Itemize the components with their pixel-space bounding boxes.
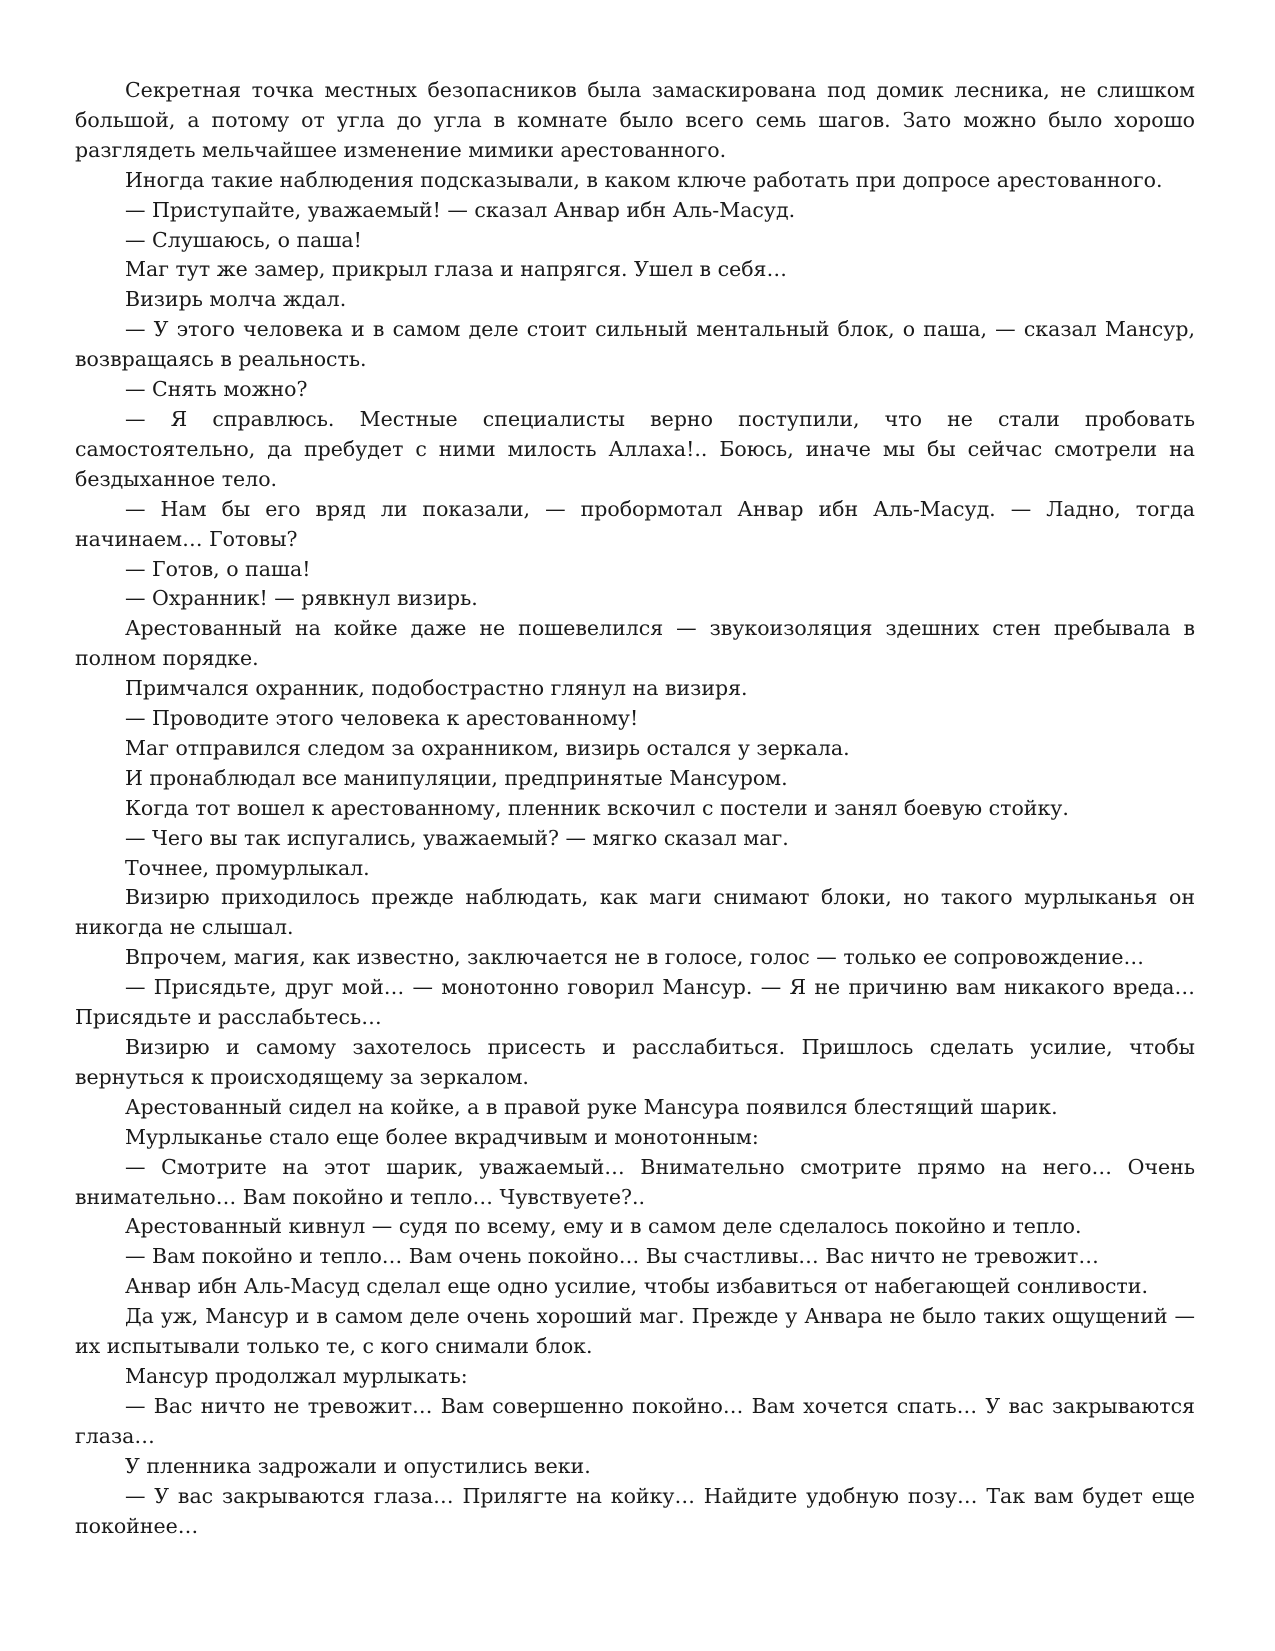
paragraph: — Чего вы так испугались, уважаемый? — мягко сказал маг. — [125, 825, 789, 850]
paragraph: — Я справлюсь. Местные специалисты верно поступили, что не стали пробовать самостоятельно, да пребудет с ними милость Аллаха!.. Боюсь, иначе мы бы сейчас смотрели на бездыханное тело. — [75, 406, 1195, 491]
paragraph: И пронаблюдал все манипуляции, предпринятые Мансуром. — [125, 765, 788, 790]
paragraph: — У этого человека и в самом деле стоит сильный ментальный блок, о паша, — сказал Мансур, возвращаясь в реальность. — [75, 317, 1195, 372]
paragraph: Секретная точка местных безопасников была замаскирована под домик лесника, не слишком большой, а потому от угла до угла в комнате было всего семь шагов. Зато можно было хорошо разглядеть мельчайшее изменение мимики арестованного. — [75, 78, 1195, 162]
paragraph: Визирь молча ждал. — [125, 287, 347, 312]
paragraph: — Присядьте, друг мой… — монотонно говорил Мансур. — Я не причиню вам никакого вреда… Присядьте и расслабьтесь… — [75, 975, 1195, 1030]
paragraph: Арестованный кивнул — судя по всему, ему и в самом деле сделалось покойно и тепло. — [125, 1214, 1082, 1239]
paragraph: Анвар ибн Аль-Масуд сделал еще одно усилие, чтобы избавиться от набегающей сонливости. — [125, 1274, 1148, 1299]
paragraph: Когда тот вошел к арестованному, пленник вскочил с постели и занял боевую стойку. — [125, 795, 1069, 820]
paragraph: Визирю и самому захотелось присесть и расслабиться. Пришлось сделать усилие, чтобы вернуться к происходящему за зеркалом. — [75, 1035, 1195, 1089]
paragraph: Арестованный на койке даже не пошевелился — звукоизоляция здешних стен пребывала в полном порядке. — [75, 616, 1195, 671]
paragraph: Маг отправился следом за охранником, визирь остался у зеркала. — [125, 735, 850, 760]
paragraph: Мурлыканье стало еще более вкрадчивым и монотонным: — [125, 1124, 759, 1149]
document-page — [75, 76, 1195, 1541]
paragraph: — Вас ничто не тревожит… Вам совершенно покойно… Вам хочется спать… У вас закрываются глаза… — [75, 1393, 1195, 1448]
paragraph: Арестованный сидел на койке, а в правой руке Мансура появился блестящий шарик. — [125, 1094, 1058, 1119]
paragraph: Примчался охранник, подобострастно глянул на визиря. — [125, 676, 748, 701]
paragraph: — Охранник! — рявкнул визирь. — [125, 586, 478, 611]
paragraph: Впрочем, магия, как известно, заключается не в голосе, голос — только ее сопровождение… — [125, 945, 1145, 970]
paragraph: Точнее, промурлыкал. — [125, 855, 370, 880]
paragraph: — Нам бы его вряд ли показали, — пробормотал Анвар ибн Аль-Масуд. — Ладно, тогда начинаем… Готовы? — [75, 496, 1195, 551]
paragraph: У пленника задрожали и опустились веки. — [125, 1453, 591, 1478]
paragraph: — Проводите этого человека к арестованному! — [125, 706, 639, 731]
paragraph: — Готов, о паша! — [125, 556, 311, 581]
paragraph: — У вас закрываются глаза… Прилягте на койку… Найдите удобную позу… Так вам будет еще покойнее… — [75, 1483, 1195, 1538]
paragraph: — Снять можно? — [125, 377, 308, 402]
paragraph: — Слушаюсь, о паша! — [125, 227, 362, 252]
paragraph: Мансур продолжал мурлыкать: — [125, 1363, 468, 1388]
paragraph: Иногда такие наблюдения подсказывали, в каком ключе работать при допросе арестованного. — [125, 167, 1163, 192]
paragraph: — Смотрите на этот шарик, уважаемый… Внимательно смотрите прямо на него… Очень внимательно… Вам покойно и тепло… Чувствуете?.. — [75, 1154, 1195, 1209]
paragraph: Маг тут же замер, прикрыл глаза и напрягся. Ушел в себя… — [125, 257, 787, 282]
paragraph: Да уж, Мансур и в самом деле очень хороший маг. Прежде у Анвара не было таких ощущений — их испытывали только те, с кого снимали блок. — [75, 1304, 1195, 1359]
paragraph: — Приступайте, уважаемый! — сказал Анвар ибн Аль-Масуд. — [125, 197, 796, 222]
paragraph: Визирю приходилось прежде наблюдать, как маги снимают блоки, но такого мурлыканья он никогда не слышал. — [75, 885, 1195, 940]
paragraph: — Вам покойно и тепло… Вам очень покойно… Вы счастливы… Вас ничто не тревожит… — [125, 1244, 1099, 1269]
